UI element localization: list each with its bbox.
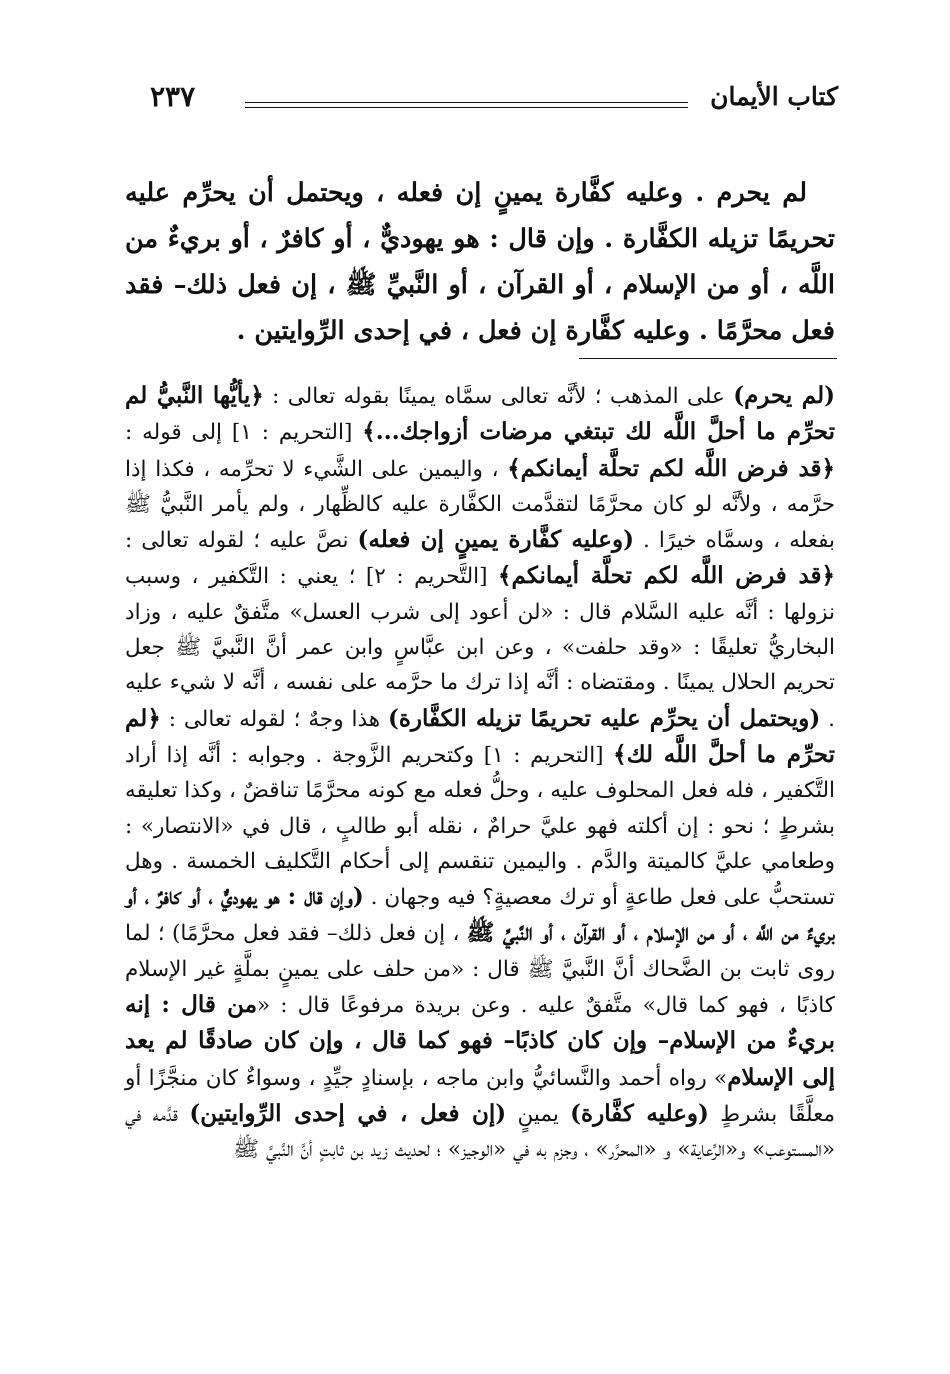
quoted-matn-segment: ﴿قد فرض اللَّه لكم تحلَّة أيمانكم﴾ (507, 454, 835, 482)
commentary-segment: ، واليمين على الشَّيء لا تحرِّمه ، فكذا إذا حرَّمه ، ولأنَّه لو كان محرَّمًا لتقدَّمت الكفَّارة عليه كالظِّهار ، ولم يأمر النَّبيُّ ﷺ بفعله ، وسمَّاه خيرًا . (125, 456, 836, 554)
commentary-segment: قدَّمه في «المستوعب» و«الرِّعاية» و «المحرَّر» ، وجزم به في «الوجيز» ؛ لحديث زيد بن ثابتٍ أنَّ النَّبيَّ ﷺ (125, 1101, 835, 1163)
page-number: ٢٣٧ (150, 80, 196, 113)
commentary-paragraph (125, 378, 835, 1168)
commentary-text (125, 378, 835, 1168)
commentary-segment: هذا وجهٌ ؛ لقوله تعالى : (160, 706, 388, 732)
quoted-matn-segment: (وعليه كفَّارة) (570, 1099, 709, 1127)
quoted-matn-segment: (إن فعل ، في إحدى الرِّوايتين) (189, 1099, 507, 1127)
quoted-matn-segment: ﴿لم تحرِّم ما أحلَّ اللَّه لك﴾ (125, 704, 835, 768)
commentary-segment: » رواه أحمد والنَّسائيُّ وابن ماجه ، بإسنادٍ جيِّدٍ ، وسواءٌ كان منجَّزًا أو معلَّقًا بشرطٍ (125, 1065, 835, 1127)
book-title: كتاب الأيمان (710, 82, 838, 111)
header-rule (245, 102, 688, 108)
commentary-segment: يمينٍ (506, 1101, 571, 1127)
quoted-matn-segment: (ويحتمل أن يحرِّم عليه تحريمًا تزيله الكفَّارة) (387, 704, 821, 732)
matn-text (125, 170, 835, 354)
quoted-matn-segment: ﴿يأيُّها النَّبيُّ لم تحرِّم ما أحلَّ اللَّه لك تبتغي مرضات أزواجك...﴾ (125, 382, 835, 446)
commentary-segment: [التَّحريم : ٢] ؛ يعني : التَّكفير ، وسبب نزولها : أنَّه عليه السَّلام قال : «لن أعود إلى شرب العسل» متَّفقٌ عليه ، وزاد البخاريُّ تعليقًا : «وقد حلفت» ، وعن ابن عبَّاسٍ وابن عمر أنَّ النَّبيَّ ﷺ جعل تحريم الحلال يمينًا . ومقتضاه : أنَّه إذا ترك ما حرَّمه على نفسه ، أنَّه لا شيء عليه . (125, 564, 836, 732)
footnote-separator (579, 358, 837, 359)
commentary-segment: [التحريم : ١] وكتحريم الزَّوجة . وجوابه : أنَّه إذا أراد التَّكفير ، فله فعل المحلوف عليه ، وحلُّ فعله مع كونه محرَّمًا تناقضٌ ، وكذا تعليقه بشرطٍ ؛ نحو : إن أكلته فهو عليَّ حرامٌ ، نقله أبو طالبٍ ، قال في «الانتصار» : وطعامي عليَّ كالميتة والدَّم . واليمين تنقسم إلى أحكام التَّكليف الخمسة . وهل تستحبُّ على فعل طاعةٍ أو ترك معصيةٍ؟ فيه وجهان . (125, 742, 835, 911)
commentary-segment: ، إن فعل ذلك– فقد فعل محرَّمًا) ؛ لما روى ثابت بن الضَّحاك أنَّ النَّبيَّ ﷺ قال : «من حلف على يمينٍ بملَّةٍ غير الإسلام كاذبًا ، فهو كما قال» متَّفقٌ عليه . وعن بريدة مرفوعًا قال : « (125, 921, 835, 1019)
running-header (150, 82, 838, 122)
commentary-segment: [التحريم : ١] إلى قوله : (125, 420, 363, 446)
commentary-segment: على المذهب ؛ لأنَّه تعالى سمَّاه يمينًا بقوله تعالى : (263, 384, 734, 409)
matn-paragraph: لم يحرم . وعليه كفَّارة يمينٍ إن فعله ، ويحتمل أن يحرِّم عليه تحريمًا تزيله الكفَّارة . وإن قال : هو يهوديٌّ ، أو كافرٌ ، أو بريءٌ من اللَّه ، أو من الإسلام ، أو القرآن ، أو النَّبيِّ ﷺ ، إن فعل ذلك– فقد فعل محرَّمًا . وعليه كفَّارة إن فعل ، في إحدى الرِّوايتين . (125, 178, 835, 346)
commentary-segment: نصَّ عليه ؛ لقوله تعالى : (125, 528, 358, 554)
quoted-matn-segment: (وإن قال : هو يهوديٌّ ، أو كافرٌ ، أو بريءٌ من اللَّه ، أو من الإسلام ، أو القرآن ، أو النَّبيِّ ﷺ (125, 883, 835, 947)
quoted-matn-segment: (لم يحرم) (733, 382, 835, 409)
quoted-matn-segment: (وعليه كفَّارة يمينٍ إن فعله) (357, 526, 634, 554)
quoted-matn-segment: من قال : إنه بريءٌ من الإسلام– وإن كان كاذبًا– فهو كما قال ، وإن كان صادقًا لم يعد إلى الإسلام (125, 991, 835, 1091)
quoted-matn-segment: ﴿قد فرض اللَّه لكم تحلَّة أيمانكم﴾ (498, 562, 835, 590)
